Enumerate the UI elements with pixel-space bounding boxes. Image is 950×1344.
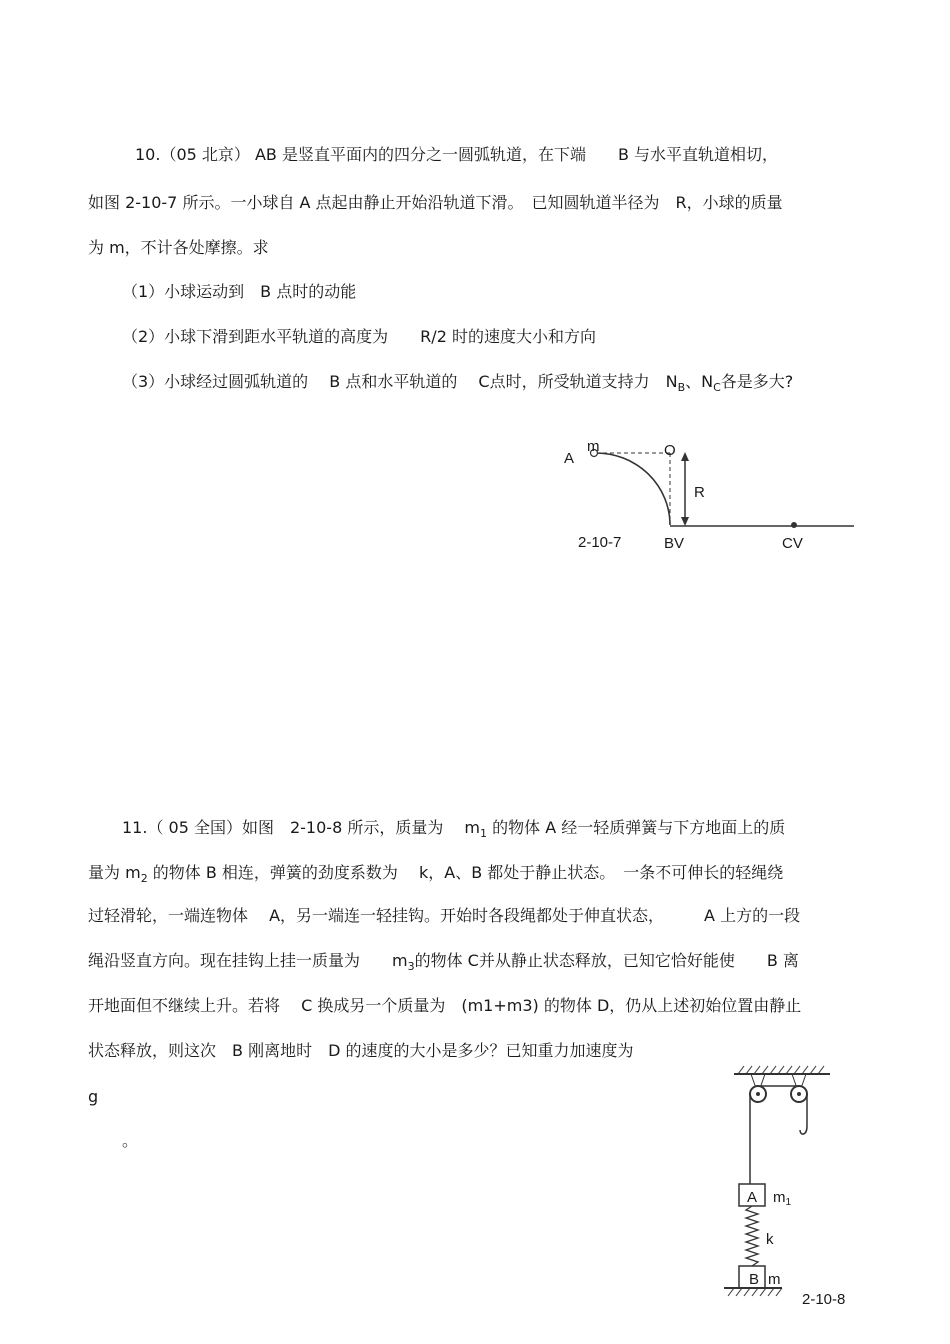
label-m: m — [587, 438, 600, 455]
pulley-left-axle — [756, 1092, 760, 1096]
q11-l2-text: 量为 m — [88, 863, 141, 882]
q11-l4-sub: 3 — [407, 960, 415, 973]
spring-icon — [746, 1206, 758, 1266]
q10-subquestion-3 — [122, 372, 793, 394]
figure-2-10-7 — [560, 435, 860, 555]
q10-q3-text: （3）小球经过圆弧轨道的 B 点和水平轨道的 C点时，所受轨道支持力 N — [122, 372, 678, 391]
q11-l1-rest: 的物体 A 经一轻质弹簧与下方地面上的质 — [487, 818, 786, 837]
label-c: CV — [782, 535, 803, 552]
q11-line-6: 状态释放，则这次 B 刚离地时 D 的速度的大小是多少？已知重力加速度为 — [88, 1041, 634, 1060]
label-k: k — [766, 1231, 774, 1248]
q11-line-8: 。 — [122, 1131, 139, 1150]
radius-arrow-head-top — [681, 452, 689, 461]
figure-2-10-8 — [720, 1060, 870, 1310]
label-o: O — [664, 442, 676, 459]
hook-icon — [800, 1126, 807, 1134]
label-m: m — [768, 1271, 781, 1288]
figure-caption: 2-10-8 — [802, 1291, 846, 1308]
q10-subquestion-1: （1）小球运动到 B 点时的动能 — [122, 282, 357, 301]
q11-line-2 — [88, 863, 783, 885]
label-m1: $m_1$ — [773, 1189, 792, 1208]
point-c-dot — [791, 522, 797, 528]
q10-line-2: 如图 2-10-7 所示。一小球自 A 点起由静止开始沿轨道下滑。 已知圆轨道半径为 R，小球的质量 — [88, 193, 783, 212]
q11-line-7: g — [88, 1087, 99, 1106]
q11-line-1 — [122, 818, 785, 840]
quarter-arc-track — [596, 453, 670, 525]
q11-l4-text: 绳沿竖直方向。现在挂钩上挂一质量为 m — [88, 951, 408, 970]
ceiling-hatch — [738, 1066, 824, 1074]
q11-l2-rest: 的物体 B 相连，弹簧的劲度系数为 k，A、B 都处于静止状态。 一条不可伸长的轻绳绕 — [147, 863, 784, 882]
q10-line-1: 10.（05 北京） AB 是竖直平面内的四分之一圆弧轨道，在下端 B 与水平直轨道相切， — [135, 145, 779, 164]
q10-q3-end: 各是多大? — [720, 372, 794, 391]
q10-q3-sub-b: B — [677, 381, 686, 394]
q11-line-4 — [88, 951, 799, 973]
label-b: BV — [664, 535, 685, 552]
ground-hatch — [728, 1288, 782, 1296]
q11-l2-sub: 2 — [140, 872, 148, 885]
q11-l4-rest: 的物体 C并从静止状态释放，已知它恰好能使 B 离 — [414, 951, 799, 970]
q10-line-3: 为 m，不计各处摩擦。求 — [88, 238, 269, 257]
radius-arrow-head-bottom — [681, 517, 689, 526]
q11-l1-text: 11.（ 05 全国）如图 2-10-8 所示，质量为 m — [122, 818, 481, 837]
q10-q3-sep: 、N — [685, 372, 714, 391]
q11-l1-sub: 1 — [480, 827, 488, 840]
label-r: R — [694, 484, 705, 501]
q11-line-3: 过轻滑轮，一端连物体 A，另一端连一轻挂钩。开始时各段绳都处于伸直状态， A 上方的一段 — [88, 906, 801, 925]
label-a: A — [747, 1189, 758, 1206]
figure-caption: 2-10-7 — [578, 534, 622, 551]
label-a: A — [564, 450, 575, 467]
q10-subquestion-2: （2）小球下滑到距水平轨道的高度为 R/2 时的速度大小和方向 — [122, 327, 596, 346]
q11-line-5: 开地面但不继续上升。若将 C 换成另一个质量为 (m1+m3) 的物体 D，仍从上述初始位置由静止 — [88, 996, 802, 1015]
q10-q3-sub-c: C — [713, 381, 721, 394]
label-b: B — [749, 1271, 760, 1288]
pulley-right-axle — [797, 1092, 801, 1096]
